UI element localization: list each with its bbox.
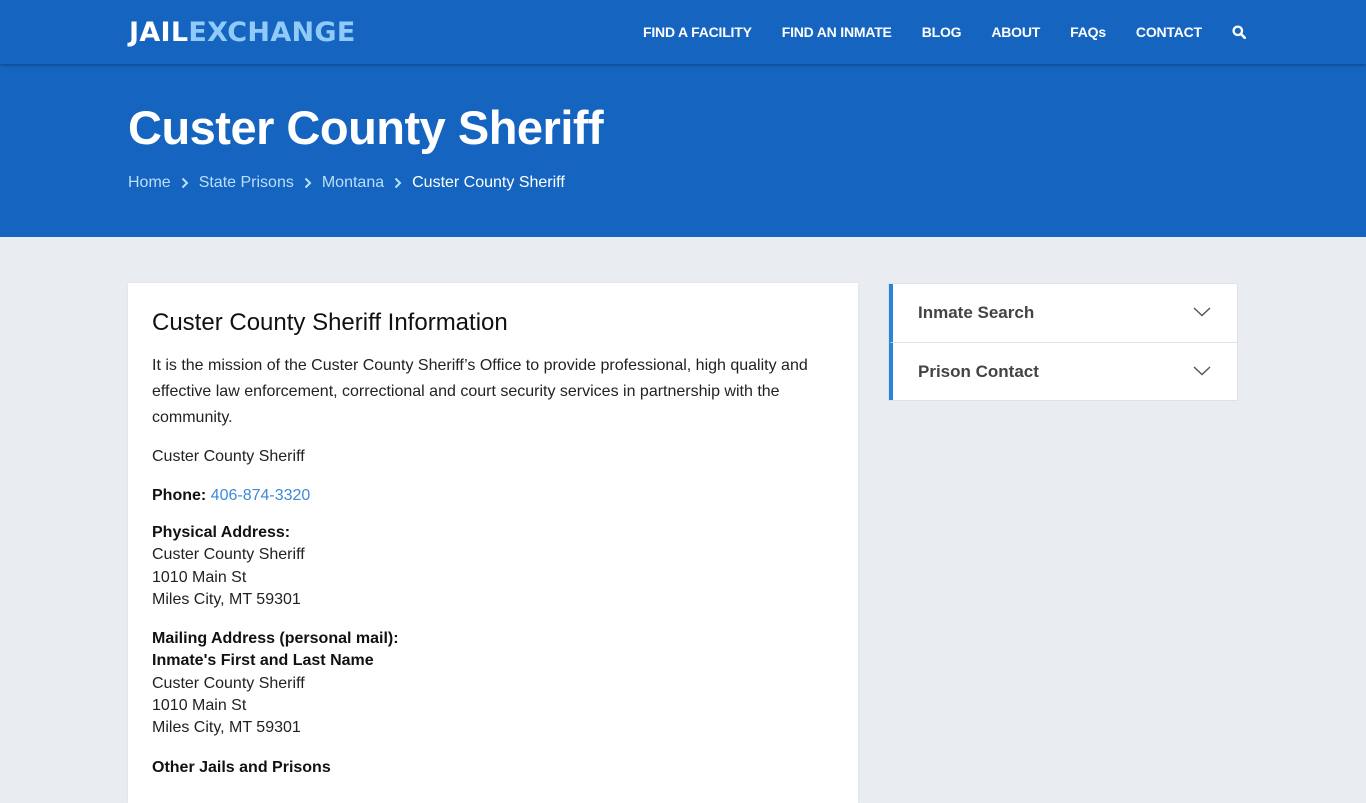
address-line: Miles City, MT 59301 bbox=[152, 590, 301, 608]
breadcrumb-current: Custer County Sheriff bbox=[412, 174, 565, 191]
search-icon[interactable] bbox=[1232, 25, 1246, 39]
nav-find-an-inmate[interactable]: FIND AN INMATE bbox=[781, 24, 892, 40]
mission-statement: It is the mission of the Custer County Sheriff’s Office to provide professional, high quality and effective law enforcement, correctional and court security services in partnership with the community. bbox=[152, 357, 808, 426]
address-line: 1010 Main St bbox=[152, 568, 247, 586]
logo-part-jail: JAIL bbox=[129, 17, 189, 48]
chevron-down-icon bbox=[1193, 363, 1211, 381]
mailing-address-label: Mailing Address (personal mail): bbox=[152, 630, 399, 648]
breadcrumb-state-prisons[interactable]: State Prisons bbox=[198, 174, 294, 191]
logo-part-exchange: EXCHANGE bbox=[188, 17, 356, 48]
phone-link[interactable]: 406-874-3320 bbox=[210, 487, 311, 504]
accordion-inmate-search[interactable] bbox=[889, 284, 1237, 342]
address-line: Miles City, MT 59301 bbox=[152, 719, 301, 737]
nav-blog[interactable]: BLOG bbox=[921, 24, 962, 40]
address-line: Custer County Sheriff bbox=[152, 674, 305, 692]
page-hero bbox=[0, 64, 1366, 237]
chevron-right-icon bbox=[181, 177, 189, 189]
facility-info-card bbox=[128, 283, 858, 803]
breadcrumb-montana[interactable]: Montana bbox=[321, 174, 385, 191]
facility-name: Custer County Sheriff bbox=[152, 448, 305, 465]
physical-address-label: Physical Address: bbox=[152, 524, 291, 541]
other-jails-heading: Other Jails and Prisons bbox=[152, 758, 331, 776]
accordion-label: Prison Contact bbox=[918, 361, 1039, 381]
accordion-prison-contact[interactable] bbox=[889, 342, 1237, 400]
main-nav bbox=[643, 0, 1246, 64]
sidebar-accordion bbox=[888, 283, 1238, 401]
accordion-label: Inmate Search bbox=[918, 303, 1035, 322]
physical-address bbox=[152, 522, 834, 611]
section-heading: Custer County Sheriff Information bbox=[152, 309, 508, 336]
page-title: Custer County Sheriff bbox=[128, 101, 604, 154]
address-line: 1010 Main St bbox=[152, 697, 247, 715]
nav-contact[interactable]: CONTACT bbox=[1135, 24, 1202, 40]
chevron-right-icon bbox=[304, 177, 312, 189]
mailing-address bbox=[152, 628, 834, 739]
top-navbar bbox=[0, 0, 1366, 64]
nav-find-a-facility[interactable]: FIND A FACILITY bbox=[643, 24, 752, 40]
nav-about[interactable]: ABOUT bbox=[991, 24, 1041, 40]
phone-row bbox=[152, 483, 834, 509]
chevron-right-icon bbox=[394, 177, 402, 189]
nav-faqs[interactable]: FAQs bbox=[1070, 24, 1106, 40]
chevron-down-icon bbox=[1193, 304, 1211, 322]
phone-label: Phone: bbox=[152, 487, 207, 504]
breadcrumb-home[interactable]: Home bbox=[128, 174, 171, 191]
address-line: Custer County Sheriff bbox=[152, 546, 305, 564]
breadcrumb bbox=[128, 174, 565, 192]
site-logo[interactable] bbox=[129, 16, 356, 50]
mailing-recipient: Inmate's First and Last Name bbox=[152, 652, 374, 670]
